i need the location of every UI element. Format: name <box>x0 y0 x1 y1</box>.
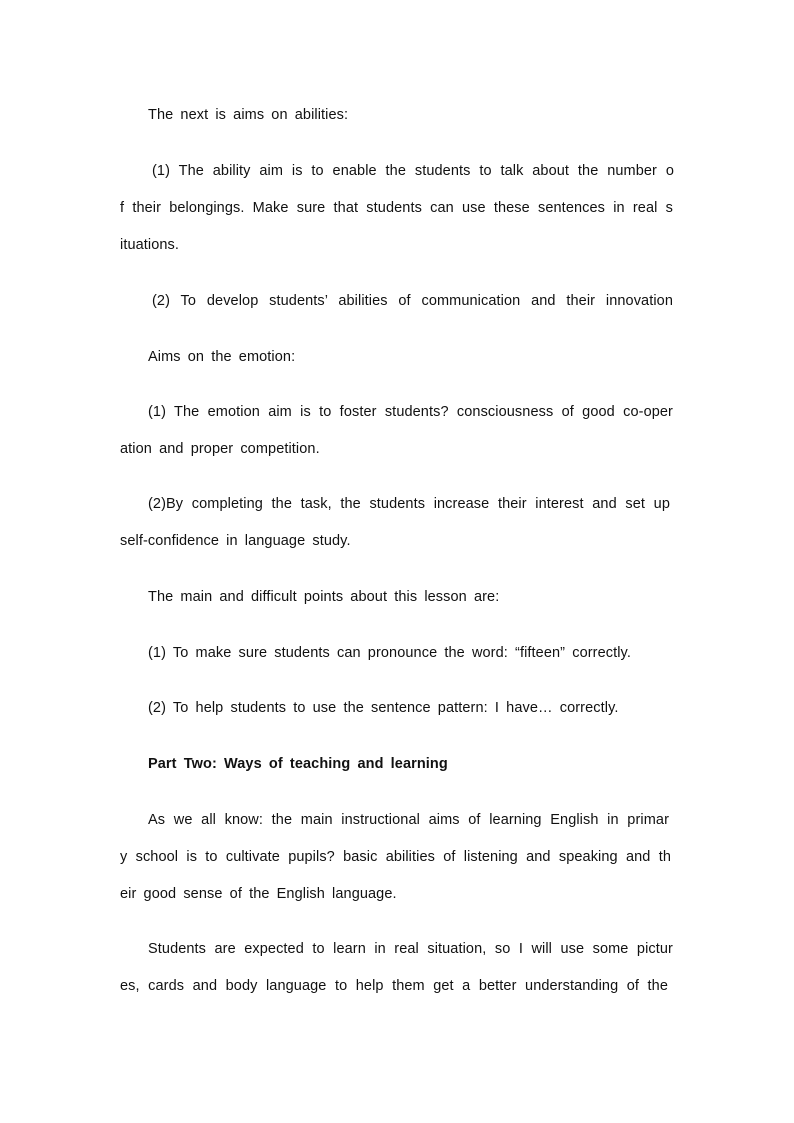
ability-aim-1-line-3: ituations. <box>120 237 180 253</box>
main-point-2: (2) To help students to use the sentence pattern: I have… correctly. <box>148 700 619 716</box>
main-points-heading: The main and difficult points about this lesson are: <box>148 589 500 605</box>
teaching-para-1-line-1: As we all know: the main instructional aims of learning English in primar <box>148 812 669 828</box>
emotion-aim-2-line-1: (2)By completing the task, the students increase their interest and set up <box>148 496 670 512</box>
aims-abilities-heading: The next is aims on abilities: <box>148 107 349 123</box>
emotion-aim-1-line-2: ation and proper competition. <box>120 441 320 457</box>
teaching-para-1-line-2: y school is to cultivate pupils? basic abilities of listening and speaking and th <box>120 849 671 865</box>
ability-aim-1-line-1: (1) The ability aim is to enable the students to talk about the number o <box>152 163 674 179</box>
ability-aim-2: (2) To develop students’ abilities of communication and their innovation <box>152 293 673 309</box>
aims-emotion-heading: Aims on the emotion: <box>148 349 296 365</box>
part-two-heading: Part Two: Ways of teaching and learning <box>148 756 448 772</box>
main-point-1: (1) To make sure students can pronounce the word: “fifteen” correctly. <box>148 645 631 661</box>
teaching-para-2-line-1: Students are expected to learn in real situation, so I will use some pictur <box>148 941 673 957</box>
teaching-para-1-line-3: eir good sense of the English language. <box>120 886 397 902</box>
emotion-aim-1-line-1: (1) The emotion aim is to foster students? consciousness of good co-oper <box>148 404 673 420</box>
emotion-aim-2-line-2: self-confidence in language study. <box>120 533 351 549</box>
teaching-para-2-line-2: es, cards and body language to help them get a better understanding of the <box>120 978 668 994</box>
ability-aim-1-line-2: f their belongings. Make sure that students can use these sentences in real s <box>120 200 673 216</box>
